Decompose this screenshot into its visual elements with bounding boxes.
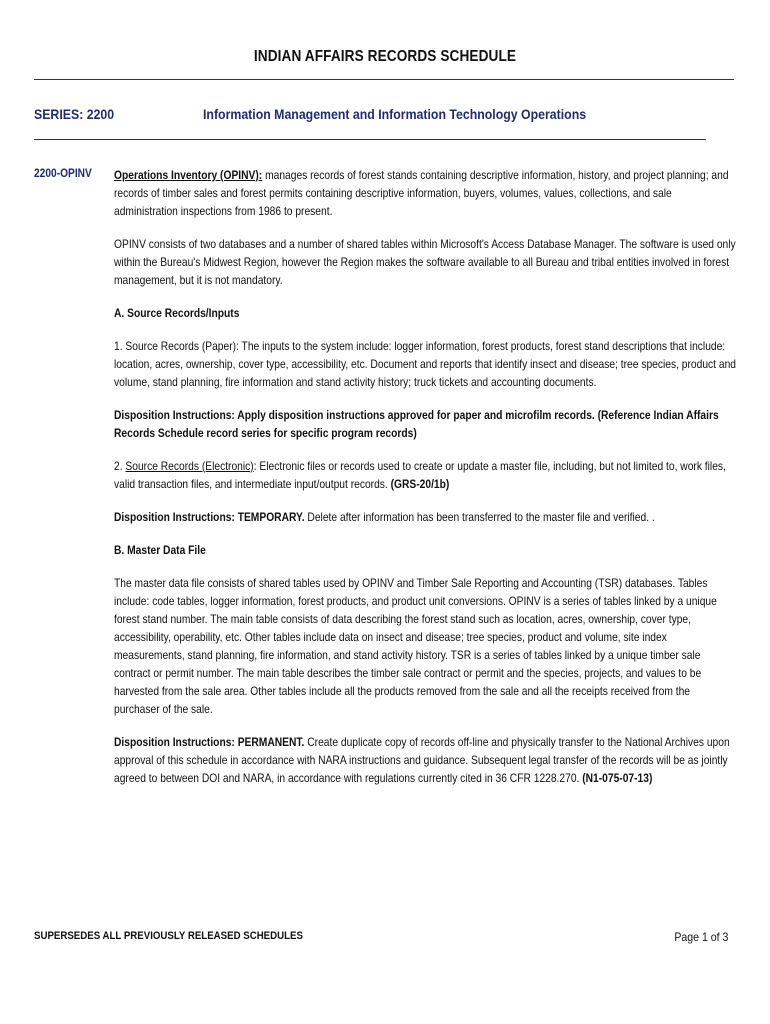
series-title: Information Management and Information Technology Operations [203, 106, 587, 122]
disposition-2 [114, 508, 736, 526]
record-code: 2200-OPINV [34, 166, 92, 180]
intro-text: manages records of forest stands containing descriptive information, history, and project planning; and records of timber sales and forest permits containing descriptive information, buyers, volumes, values, collections, and sale administration inspections from 1986 to present. [114, 168, 729, 218]
disposition-2-text: Delete after information has been transferred to the master file and verified. . [304, 510, 655, 524]
title-divider [34, 79, 734, 80]
disposition-3-ref: (N1-075-07-13) [582, 771, 653, 785]
source-elec-num: 2. [114, 459, 126, 473]
source-electronic-paragraph [114, 457, 736, 493]
source-elec-text: : Electronic files or records used to create or update a master file, including, but not limited to, work files, valid transaction files, and intermediate input/output records. [114, 459, 726, 491]
section-b-heading: B. Master Data File [114, 543, 206, 557]
series-label: SERIES: 2200 [34, 106, 115, 122]
section-a-heading: A. Source Records/Inputs [114, 306, 240, 320]
series-divider [34, 139, 706, 140]
source-elec-label: Source Records (Electronic) [125, 459, 254, 473]
master-paragraph: The master data file consists of shared tables used by OPINV and Timber Sale Reporting and Accounting (TSR) databases. Tables include: code tables, logger information, forest products, and product unit conversions. OPINV is a series of tables linked by a unique forest stand number. The main table consists of data describing the forest stand such as location, acres, ownership, cover type, accessibility, operability, etc. Other tables include data on insect and disease; tree species, product and volume, site index measurements, stand planning, fire information, and stand activity history. TSR is a series of tables linked by a unique timber sale contract or permit number. The main table describes the timber sale contract or permit and the species, projects, and values to be harvested from the sale area. Other tables include all the products removed from the sale and all the receipts received from the purchaser of the sale. [114, 576, 717, 716]
disposition-3-label: Disposition Instructions: PERMANENT. [114, 735, 305, 749]
intro-label: Operations Inventory (OPINV): [114, 168, 263, 182]
intro-paragraph [114, 166, 736, 220]
source-elec-ref: (GRS-20/1b) [390, 477, 450, 491]
source-paper-paragraph: 1. Source Records (Paper): The inputs to the system include: logger information, forest products, forest stand descriptions that include: location, acres, ownership, cover type, accessibility, etc. Document and reports that identify insect and disease; tree species, product and volume, stand planning, fire information and stand activity history; truck tickets and accounting documents. [114, 339, 737, 389]
disposition-2-label: Disposition Instructions: TEMPORARY. [114, 510, 305, 524]
disposition-1: Disposition Instructions: Apply disposition instructions approved for paper and microfilm records. (Reference Indian Affairs Records Schedule record series for specific program records) [114, 408, 719, 440]
record-body [114, 166, 736, 802]
opinv-paragraph: OPINV consists of two databases and a number of shared tables within Microsoft's Access Database Manager. The software is used only within the Bureau's Midwest Region, however the Region makes the software available to all Bureau and tribal entities involved in forest management, but it is not mandatory. [114, 237, 736, 287]
page-number: Page 1 of 3 [673, 930, 728, 944]
disposition-3 [114, 733, 736, 787]
footer-supersedes: SUPERSEDES ALL PREVIOUSLY RELEASED SCHEDULES [34, 930, 303, 942]
page-title: INDIAN AFFAIRS RECORDS SCHEDULE [253, 48, 517, 65]
disposition-3-text: Create duplicate copy of records off-line and physically transfer to the National Archives upon approval of this schedule in accordance with NARA instructions and guidance. Subsequent legal transfer of the records will be as jointly agreed to between DOI and NARA, in accordance with regulations currently cited in 36 CFR 1228.270. [114, 735, 730, 785]
